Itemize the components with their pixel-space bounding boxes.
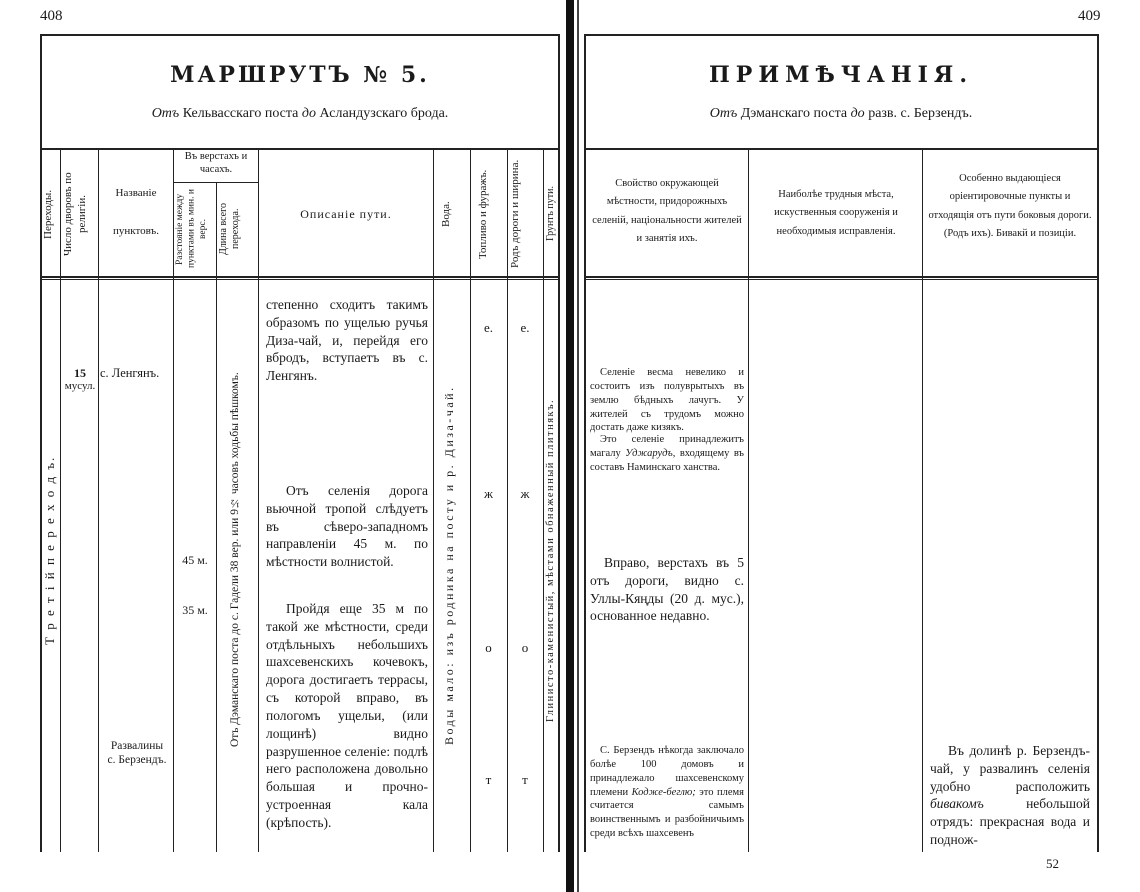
book-gutter [566, 0, 574, 892]
col-rod-dorogi: Родъ дороги и ширина. [509, 159, 521, 269]
rod-mark-e: е. [520, 320, 530, 335]
left-page-number: 408 [40, 8, 63, 24]
col-verstah-group: Въ верстахъ и часахъ. [184, 151, 248, 175]
dist-35: 35 м. [182, 603, 208, 617]
perehod-label: Т р е т і й п е р е х о д ъ. [42, 455, 57, 645]
col-osobenno: Особенно выдающіеся оріентировочные пункты и отходящія отъ пути боковыя дороги. (Родъ ихъ). Бивакй и позиціи. [928, 173, 1092, 240]
ruins-name-1: Развалины [110, 740, 164, 752]
note-vpravo: Вправо, верстахъ въ 5 отъ дороги, видно с. Уллы-Кяңды (20 д. мус.), основанное недавно. [590, 555, 744, 624]
col-nazvanie-2: пунктовъ. [113, 225, 159, 237]
left-subtitle: Отъ Кельвасскаго поста до Асландузскаго брода. [151, 106, 449, 121]
toplivo-mark-t: т [485, 772, 492, 787]
dlina-text: Отъ Дэманскаго поста до с. Гадели 38 вер. или 9½ часовъ ходьбы пѣшкомъ. [229, 372, 241, 748]
rod-mark-o: о [521, 640, 529, 655]
grunt-text: Глинисто-каменистый, мѣстами обнаженный плитнякъ. [545, 398, 556, 722]
signature-number: 52 [1046, 856, 1059, 871]
note-selenie-2: Это селеніе принадлежитъ магалу Уджарудъ, входящему въ составъ Наминскаго ханства. [590, 434, 744, 473]
desc-para-1: степенно сходитъ такимъ образомъ по ущелью ручья Диза-чай, и, перейдя его вбродъ, вступаетъ въ с. Ленгянъ. [266, 297, 428, 384]
col-toplivo: Топливо и фуражъ. [477, 169, 489, 259]
right-page-number: 409 [1078, 8, 1101, 24]
right-title: ПРИМѢЧАНІЯ. [709, 62, 973, 88]
col-svoystvo: Свойство окружающей мѣстности, придорожныхъ селеній, національности жителей и занятія ихъ. [592, 178, 742, 245]
col-dlina: Длина всего перехода. [218, 203, 241, 255]
toplivo-mark-zh: ж [484, 486, 493, 501]
lengyan-name: с. Ленгянъ. [100, 366, 160, 380]
note-berzend: С. Берзендъ нѣкогда заключало болѣе 100 домовъ и принадлежало шахсевенскому племени Кодже-беглю; это племя считается самымъ воинственнымъ и разбойничьимъ среди всѣхъ шахсевенъ [590, 745, 745, 840]
col-voda: Вода. [440, 201, 452, 227]
col-grunt: Грунтъ пути. [545, 186, 556, 242]
col-nazvanie-1: Названіе [115, 187, 157, 199]
col-dvorov: Число дворовъ по религіи. [62, 172, 88, 256]
rod-mark-t: т [522, 772, 528, 787]
col-perehody: Переходы. [42, 189, 54, 239]
lengyan-count: 15 [74, 366, 86, 380]
book-gutter-edge [577, 0, 579, 892]
lengyan-religion: мусул. [64, 380, 96, 392]
rod-mark-zh: ж [520, 486, 530, 501]
col-trudnye: Наиболѣе трудныя мѣста, искуственныя сооруженія и необходимыя исправленія. [774, 189, 898, 237]
note-selenie-1: Селеніе весма невелико и состоитъ изъ полуврытыхъ въ землю бѣдныхъ лачугъ. У жителей съ трудомъ можно достать даже кизякъ. [590, 367, 744, 434]
toplivo-mark-e: е. [483, 320, 494, 335]
desc-para-3: Пройдя еще 35 м по такой же мѣстности, среди отдѣльныхъ небольшихъ шахсевенскихъ кочевокъ, дорога достигаетъ террасы, съ которой вправо, въ пологомъ ущельи, (или лощинѣ) видно разрушенное селеніе: подлѣ него расположена довольно большая и прочно-устроенная кала (крѣпость). [266, 601, 429, 830]
desc-para-2: Отъ селенія дорога вьючной тропой слѣдуетъ въ сѣверо-западномъ направленіи 45 м. по мѣстности волнистой. [266, 483, 428, 570]
right-subtitle: Отъ Дэманскаго поста до разв. с. Берзендъ. [709, 106, 973, 121]
note-dolina: Въ долинѣ р. Берзендъ-чай, у развалинъ селенія удобно расположить бивакомъ небольшой отрядъ: прекрасная вода и поднож- [930, 743, 1090, 848]
dist-45: 45 м. [182, 553, 208, 567]
left-title: МАРШРУТЪ № 5. [170, 62, 430, 88]
col-opisanie: Описаніе пути. [300, 207, 392, 221]
ruins-name-2: с. Берзендъ. [107, 754, 167, 766]
col-rasstoyanie: Разстояніе между пунктами въ мин. и верс. [175, 189, 208, 269]
toplivo-mark-o: о [485, 640, 492, 655]
voda-text: Воды мало: изъ родника на посту и р. Диза-чай. [442, 385, 456, 745]
